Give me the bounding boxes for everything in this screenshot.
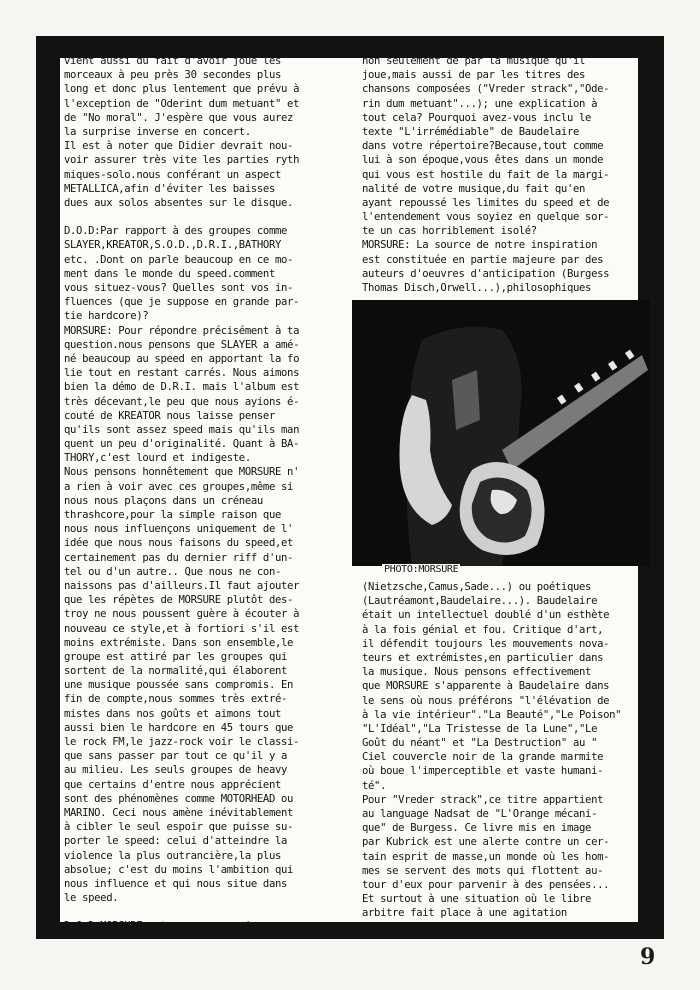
text-line: miques-solo.nous conférant un aspect [64, 168, 282, 181]
text-line: tie hardcore)? [64, 310, 149, 323]
text-line: à cibler le seul espoir que puisse su- [64, 821, 294, 834]
text-line: le sens où nous préférons "l'élévation de [362, 694, 610, 707]
text-line: THORY,c'est lourd et indigeste. [64, 452, 251, 465]
text-line: sont des phénomènes comme MOTORHEAD ou [64, 792, 294, 805]
photo-credit: PHOTO:MORSURE [384, 564, 459, 575]
text-line: au milieu. Les seuls groupes de heavy [64, 764, 288, 777]
text-line: MORSURE: La source de notre inspiration [362, 239, 598, 252]
text-line: idée que nous nous faisons du speed,et [64, 537, 294, 550]
text-line: nous influence et qui nous situe dans [64, 877, 288, 890]
text-line: (Nietzsche,Camus,Sade...) ou poétiques [362, 581, 592, 593]
text-line: Et surtout à une situation où le libre [362, 893, 592, 906]
text-line: chansons composées ("Vreder strack","Ode- [362, 83, 610, 96]
text-line: à la fois génial et fou. Critique d'art, [362, 623, 604, 636]
text-line: (Lautréamont,Baudelaire...). Baudelaire [362, 595, 598, 608]
text-line: auteurs d'oeuvres d'anticipation (Burgess [362, 267, 610, 280]
text-line: certainement pas du dernier riff d'un- [64, 551, 294, 564]
text-line: que certains d'entre nous apprécient [64, 778, 282, 791]
text-line: té". [362, 779, 387, 792]
text-line: aussi bien le hardcore en 45 tours que [64, 721, 294, 734]
text-line: METALLICA,afin d'éviter les baisses [64, 182, 275, 195]
text-line: groupe est attiré par les groupes qui [64, 650, 288, 663]
text-line: morceaux à peu près 30 secondes plus [64, 69, 282, 82]
text-line: nalité de votre musique,du fait qu'en [362, 182, 586, 195]
text-line: Nous pensons honnêtement que MORSURE n' [64, 466, 300, 479]
text-line: troy ne nous poussent guère à écouter à [64, 608, 300, 621]
text-line: qui vous est hostile du fait de la margi- [362, 168, 610, 181]
text-line: naissons pas d'ailleurs.Il faut ajouter [64, 579, 300, 592]
text-line: fluences (que je suppose en grande par- [64, 296, 300, 309]
text-line: la surprise inverse en concert. [64, 125, 251, 138]
text-line: a rien à voir avec ces groupes,même si [64, 480, 294, 493]
text-line: moins extrémiste. Dans son ensemble,le [64, 636, 294, 649]
page-number: 9 [640, 944, 656, 970]
text-line: thrashcore,pour la simple raison que [64, 509, 282, 521]
text-line: que les répètes de MORSURE plutôt des- [64, 594, 294, 607]
text-line: bien la démo de D.R.I. mais l'album est [64, 381, 300, 394]
text-line: Goût du néant" et "La Destruction" au " [362, 737, 598, 750]
text-line: arbitre fait place à une agitation [362, 907, 567, 920]
text-line: nouveau ce style,et à fortiori s'il est [64, 622, 300, 635]
text-line: long et donc plus lentement que prévu à [64, 83, 300, 96]
text-line: MORSURE: Pour répondre précisément à ta [64, 324, 300, 337]
text-line: ayant repoussé les limites du speed et de [362, 196, 610, 209]
text-line: Ciel couvercle noir de la grande marmite [362, 751, 604, 764]
text-line: que MORSURE s'apparente à Baudelaire dans [362, 680, 610, 693]
text-line: au language Nadsat de "L'Orange mécani- [362, 808, 598, 820]
text-line: porter le speed: celui d'atteindre la [64, 835, 288, 848]
text-line: lie tout en restant carrés. Nous aimons [64, 367, 300, 380]
text-line: vient aussi du fait d'avoir joué les [64, 55, 282, 67]
text-line: le rock FM,le jazz-rock voir le classi- [64, 736, 300, 748]
text-line: absolue; c'est du moins l'ambition qui [64, 863, 294, 876]
text-line: est constituée en partie majeure par des [362, 253, 604, 266]
text-line: mistes dans nos goûts et aimons tout [64, 707, 282, 720]
text-line: où boue l'imperceptible et vaste humani- [362, 765, 604, 778]
text-line: qu'ils sont assez speed mais qu'ils man [64, 423, 300, 436]
text-line: quent un peu d'originalité. Quant à BA- [64, 438, 300, 451]
text-line: texte "L'irrémédiable" de Baudelaire [362, 125, 580, 138]
text-line: nous nous plaçons dans un créneau [64, 494, 263, 507]
text-line: ment dans le monde du speed.comment [64, 267, 275, 280]
text-line: Il est à noter que Didier devrait nou- [64, 140, 294, 153]
text-line: voir assurer très vite les parties ryth [64, 154, 300, 167]
text-line: tain esprit de masse,un monde où les hom- [362, 850, 610, 863]
text-line: MARINO. Ceci nous amène inévitablement [64, 806, 294, 819]
text-line: Pour "Vreder strack",ce titre appartient [362, 793, 604, 806]
text-line: dues aux solos absentes sur le disque. [64, 196, 294, 209]
band-photo [352, 300, 650, 566]
text-line: D.O.D:Par rapport à des groupes comme [64, 225, 288, 238]
text-line: très décevant,le peu que nous ayions é- [64, 395, 300, 408]
text-line: par Kubrick est une alerte contre un cer- [362, 836, 610, 849]
text-line: tel ou d'un autre.. Que nous ne con- [64, 565, 282, 578]
text-line: etc. .Dont on parle beaucoup en ce mo- [64, 253, 294, 266]
left-text-column [64, 54, 356, 934]
text-line: que sans passer par tout ce qu'il y a [64, 750, 288, 763]
right-text-column-bottom [362, 580, 644, 921]
right-text-column-top [362, 54, 652, 295]
guitarist-image [352, 300, 650, 566]
text-line: tour d'eux pour parvenir à des pensées... [362, 878, 610, 891]
text-line: né beaucoup au speed en apportant la fo [64, 352, 300, 365]
text-line [64, 905, 356, 919]
text-line [64, 210, 356, 224]
text-line: teurs et extrémistes,en particulier dans [362, 651, 604, 664]
text-line: l'entendement vous soyiez en quelque sor- [362, 211, 610, 224]
text-line: vous situez-vous? Quelles sont vos in- [64, 282, 294, 294]
text-line: une musique poussée sans compromis. En [64, 679, 294, 692]
text-line: l'exception de "Oderint dum metuant" et [64, 97, 300, 110]
text-line: non seulement de par la musique qu'il [362, 55, 586, 67]
text-line: joue,mais aussi de par les titres des [362, 69, 586, 82]
text-line: lui à son époque,vous êtes dans un monde [362, 154, 604, 167]
text-line: violence la plus outrancière,la plus [64, 849, 282, 862]
text-line: rin dum metuant"...); une explication à [362, 97, 598, 110]
text-line: Thomas Disch,Orwell...),philosophiques [362, 282, 592, 294]
text-line: le speed. [64, 892, 119, 905]
text-line: il défendit toujours les mouvements nova- [362, 637, 610, 650]
text-line: la musique. Nous pensons effectivement [362, 666, 592, 679]
text-line: sortent de la normalité,qui élaborent [64, 665, 288, 678]
text-line: à la vie intérieur"."La Beauté","Le Poison" [362, 708, 622, 721]
text-line: était un intellectuel doublé d'un esthète [362, 609, 610, 622]
text-line: "L'Idéal","La Tristesse de la Lune","Le [362, 722, 598, 735]
text-line: nous nous influençons uniquement de l' [64, 523, 294, 536]
text-line: SLAYER,KREATOR,S.O.D.,D.R.I.,BATHORY [64, 239, 282, 252]
text-line: dans votre répertoire?Because,tout comme [362, 140, 604, 153]
text-line: que" de Burgess. Ce livre mis en image [362, 822, 592, 835]
text-line: tout cela? Pourquoi avez-vous inclu le [362, 111, 592, 124]
text-line: couté de KREATOR nous laisse penser [64, 409, 275, 422]
text-line: mes se servent des mots qui flottent au- [362, 864, 604, 877]
text-line: te un cas horriblement isolé? [362, 225, 537, 238]
text-line: de "No moral". J'espère que vous aurez [64, 111, 294, 124]
text-line: fin de compte,nous sommes très extré- [64, 693, 288, 706]
text-line: D.O.D:MORSURE est un groupe unique, [64, 920, 275, 933]
text-line: question.nous pensons que SLAYER a amé- [64, 338, 300, 351]
